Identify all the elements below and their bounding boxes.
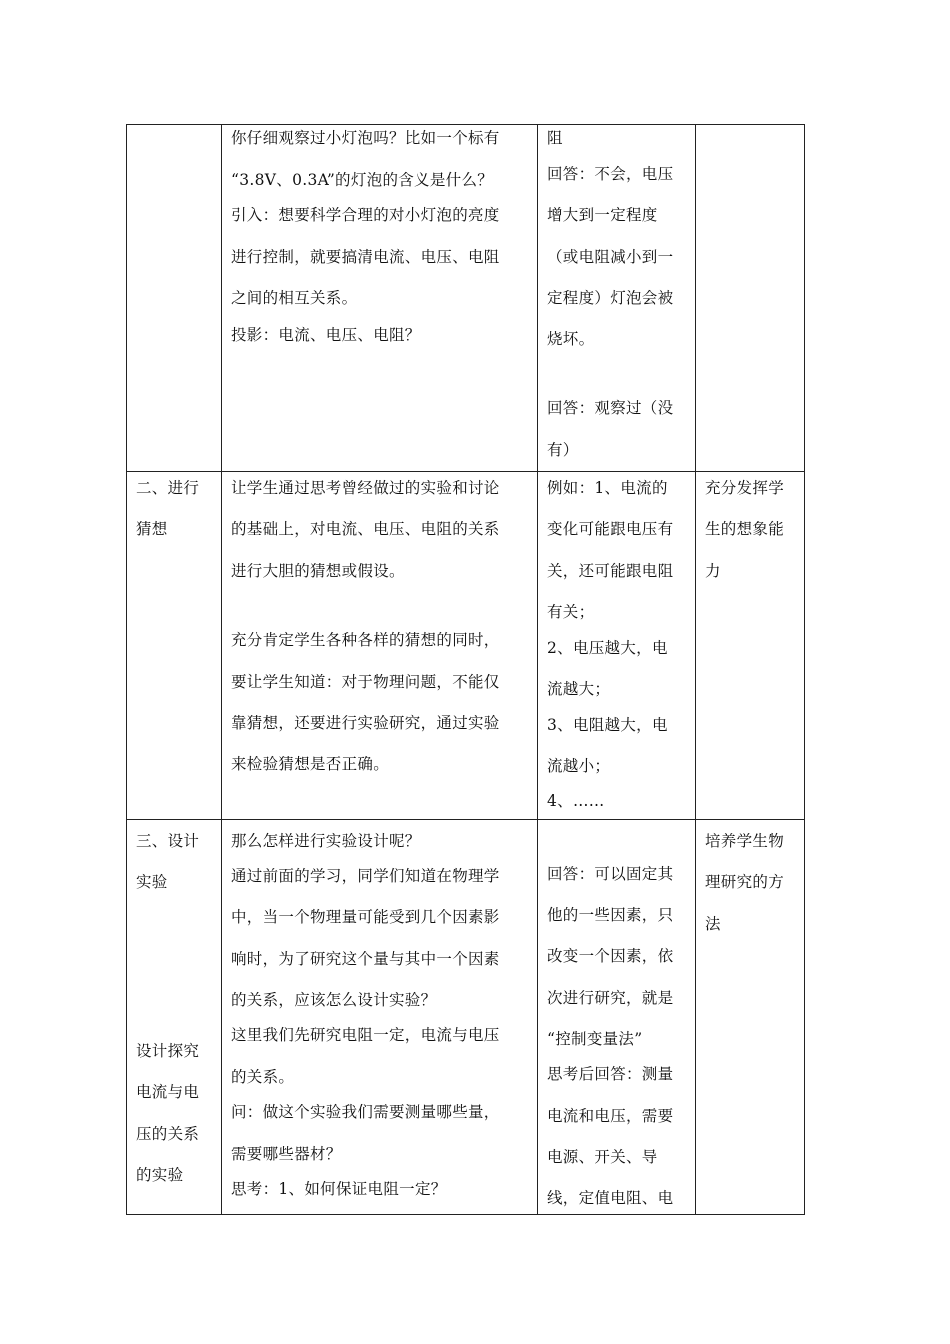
- text-line: 投影：电流、电压、电阻？: [231, 326, 421, 344]
- text-line: 思考后回答：测量: [547, 1065, 674, 1083]
- text-line: 这里我们先研究电阻一定，电流与电压: [231, 1026, 500, 1044]
- text-line: 的关系，应该怎么设计实验？: [231, 991, 437, 1009]
- text-line: “3.8V、0.3A”的灯泡的含义是什么？: [231, 171, 494, 189]
- text-line: 的基础上，对电流、电压、电阻的关系: [231, 520, 500, 538]
- text-line: 回答：不会，电压: [547, 165, 674, 183]
- stage-label: 的实验: [136, 1166, 184, 1184]
- text-line: 他的一些因素，只: [547, 906, 674, 924]
- text-line: 次进行研究，就是: [547, 989, 674, 1007]
- text-line: 需要哪些器材？: [231, 1145, 342, 1163]
- text-line: 4、……: [547, 792, 605, 810]
- text-line: （或电阻减小到一: [547, 248, 674, 266]
- text-line: 有）: [547, 441, 579, 459]
- text-line: 阻: [547, 129, 563, 147]
- text-line: 来检验猜想是否正确。: [231, 755, 390, 773]
- text-line: 电源、开关、导: [547, 1148, 658, 1166]
- text-line: 靠猜想，还要进行实验研究，通过实验: [231, 714, 500, 732]
- text-line: 进行控制，就要搞清电流、电压、电阻: [231, 248, 500, 266]
- text-line: 烧坏。: [547, 330, 595, 348]
- text-line: 3、电阻越大，电: [547, 716, 668, 734]
- text-line: 引入：想要科学合理的对小灯泡的亮度: [231, 206, 500, 224]
- text-line: 充分肯定学生各种各样的猜想的同时，: [231, 631, 500, 649]
- text-line: 增大到一定程度: [547, 206, 658, 224]
- stage-label: 猜想: [136, 520, 168, 538]
- text-line: 有关；: [547, 603, 595, 621]
- text-line: 关，还可能跟电阻: [547, 562, 674, 580]
- column-divider: [537, 125, 538, 1214]
- text-line: 力: [705, 562, 721, 580]
- text-line: “控制变量法”: [547, 1030, 643, 1048]
- row-divider: [127, 819, 804, 820]
- text-line: 通过前面的学习，同学们知道在物理学: [231, 867, 500, 885]
- stage-label: 设计探究: [136, 1042, 200, 1060]
- text-line: 那么怎样进行实验设计呢？: [231, 832, 421, 850]
- column-divider: [695, 125, 696, 1214]
- text-line: 要让学生知道：对于物理问题，不能仅: [231, 673, 500, 691]
- row-divider: [127, 471, 804, 472]
- text-line: 回答：观察过（没: [547, 399, 674, 417]
- text-line: 理研究的方: [705, 873, 785, 891]
- text-line: 例如：1、电流的: [547, 479, 668, 497]
- stage-label: 电流与电: [136, 1083, 200, 1101]
- text-line: 思考：1、如何保证电阻一定？: [231, 1180, 447, 1198]
- column-divider: [221, 125, 222, 1214]
- text-line: 线，定值电阻、电: [547, 1189, 674, 1207]
- text-line: 中，当一个物理量可能受到几个因素影: [231, 908, 500, 926]
- text-line: 响时，为了研究这个量与其中一个因素: [231, 950, 500, 968]
- lesson-table: [126, 124, 805, 1215]
- text-line: 进行大胆的猜想或假设。: [231, 562, 405, 580]
- text-line: 2、电压越大，电: [547, 639, 668, 657]
- stage-label: 三、设计: [136, 832, 200, 850]
- text-line: 定程度）灯泡会被: [547, 289, 674, 307]
- text-line: 你仔细观察过小灯泡吗？比如一个标有: [231, 129, 500, 147]
- text-line: 之间的相互关系。: [231, 289, 358, 307]
- text-line: 流越小；: [547, 757, 611, 775]
- text-line: 问：做这个实验我们需要测量哪些量，: [231, 1103, 500, 1121]
- text-line: 回答：可以固定其: [547, 865, 674, 883]
- text-line: 法: [705, 915, 721, 933]
- text-line: 的关系。: [231, 1068, 295, 1086]
- text-line: 变化可能跟电压有: [547, 520, 674, 538]
- text-line: 流越大；: [547, 680, 611, 698]
- text-line: 让学生通过思考曾经做过的实验和讨论: [231, 479, 500, 497]
- text-line: 改变一个因素，依: [547, 947, 674, 965]
- text-line: 培养学生物: [705, 832, 785, 850]
- text-line: 充分发挥学: [705, 479, 785, 497]
- text-line: 电流和电压，需要: [547, 1107, 674, 1125]
- text-line: 生的想象能: [705, 520, 785, 538]
- stage-label: 压的关系: [136, 1125, 200, 1143]
- stage-label: 二、进行: [136, 479, 200, 497]
- stage-label: 实验: [136, 873, 168, 891]
